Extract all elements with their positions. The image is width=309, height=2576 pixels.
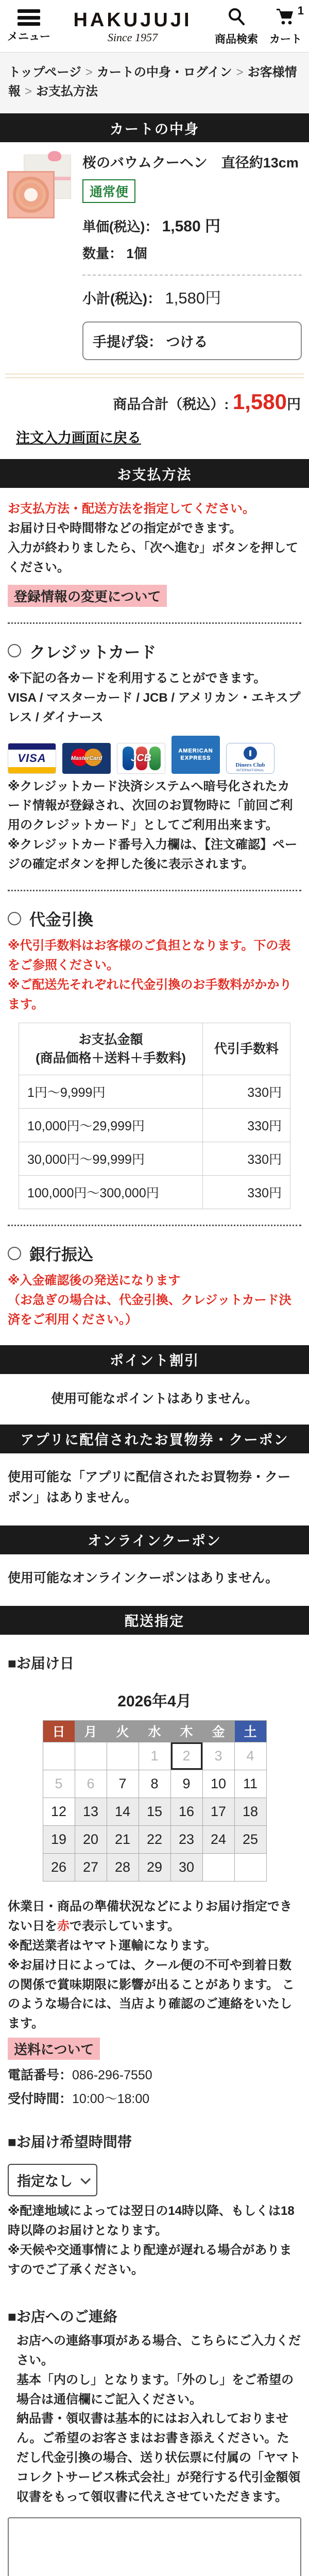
calendar-day[interactable]: 24: [202, 1825, 234, 1853]
delivery-time-heading: ■お届け希望時間帯: [8, 2134, 132, 2150]
amex-logo-icon: [171, 736, 220, 774]
points-empty-message: 使用可能なポイントはありません。: [51, 1391, 258, 1406]
radio-icon[interactable]: [8, 644, 21, 657]
subtotal-row: [82, 285, 302, 308]
table-header-row: [19, 1023, 290, 1075]
breadcrumb-separator: >: [25, 84, 32, 99]
bag-option-select[interactable]: [82, 321, 302, 360]
breadcrumb-separator: >: [236, 65, 244, 79]
calendar-day[interactable]: 19: [43, 1825, 75, 1853]
calendar-day[interactable]: 23: [170, 1825, 202, 1853]
calendar-week-row: [43, 1770, 266, 1798]
subtotal-label: 小計(税込)：: [82, 291, 161, 307]
calendar-cell-empty: [234, 1853, 266, 1881]
calendar-day[interactable]: 27: [75, 1853, 107, 1881]
calendar-day[interactable]: 12: [43, 1798, 75, 1825]
hours-label: 受付時間：: [8, 2092, 73, 2107]
delivery-time-value: 指定なし: [17, 2174, 73, 2190]
red-word: 赤: [57, 1919, 70, 1933]
calendar-day[interactable]: 8: [139, 1770, 170, 1798]
calendar-day[interactable]: 15: [139, 1798, 170, 1825]
registration-change-link[interactable]: 登録情報の変更について: [8, 585, 167, 607]
calendar-day[interactable]: 22: [139, 1825, 170, 1853]
calendar-day[interactable]: 11: [234, 1770, 266, 1798]
calendar-day[interactable]: 20: [75, 1825, 107, 1853]
radio-icon[interactable]: [8, 1247, 21, 1260]
calendar-day[interactable]: 26: [43, 1853, 75, 1881]
brand-tagline: Since 1957: [107, 30, 158, 44]
store-contact-heading: ■お店へのご連絡: [8, 2308, 117, 2325]
order-total-row: [0, 378, 309, 417]
calendar-notes: [0, 1882, 309, 2107]
baumkuchen-box-graphic: [7, 171, 55, 218]
divider: [8, 890, 301, 891]
bank-note-2: （お急ぎの場合は、代金引換、クレジットカード決済をご利用ください。）: [8, 1293, 291, 1327]
contact-note-3: 納品書・領収書は基本的にはお入れしておりません。ご希望のお客さまはお書き添えください。ただし代金引換の場合、送り状伝票に付属の「ヤマトコレクトサービス株式会社」が発行する代引金額領収書をもって領収書に代えさせていただきます。: [16, 2412, 301, 2504]
order-total-unit: 円: [287, 397, 301, 413]
section-bar-points: ポイント割引: [0, 1345, 309, 1374]
back-to-order-link[interactable]: 注文入力画面に戻る: [16, 430, 141, 446]
calendar-day[interactable]: 28: [107, 1853, 139, 1881]
jcb-text: JCB: [130, 752, 152, 764]
cart-button[interactable]: [269, 4, 304, 46]
cod-option[interactable]: [0, 907, 309, 930]
fee-range: 100,000円～300,000円: [19, 1176, 203, 1209]
bank-transfer-label: 銀行振込: [29, 1246, 93, 1264]
quantity-value: 1個: [126, 246, 147, 262]
fee-value: 330円: [203, 1142, 290, 1176]
hours-value: 10:00～18:00: [72, 2092, 150, 2107]
calendar-weekday-row: [43, 1720, 266, 1742]
table-row: [19, 1142, 290, 1176]
credit-brands: VISA / マスターカード / JCB / アメリカン・エキスプレス / ダイナース: [8, 690, 301, 724]
calendar-day-disabled: 4: [234, 1742, 266, 1770]
cart-count-badge: 1: [297, 4, 304, 17]
online-coupon-empty-message: 使用可能なオンラインクーポンはありません。: [8, 1570, 279, 1585]
section-bar-cart: カートの中身: [0, 113, 309, 142]
calendar-week-row: [43, 1798, 266, 1825]
table-row: [19, 1109, 290, 1142]
store-contact-notes: [0, 2326, 309, 2507]
payment-alert: お支払方法・配送方法を指定してください。: [8, 502, 255, 516]
fee-value: 330円: [203, 1075, 290, 1109]
divider: [8, 622, 301, 624]
app-coupon-empty-message: 使用可能な「アプリに配信されたお買物券・クーポン」はありません。: [8, 1469, 291, 1505]
radio-icon[interactable]: [8, 912, 21, 925]
fee-table-col2-header: 代引手数料: [203, 1023, 290, 1075]
breadcrumb-separator: >: [85, 65, 93, 79]
weekday-fri: 金: [202, 1720, 234, 1742]
order-total-label: 商品合計（税込）:: [113, 397, 229, 413]
section-bar-payment: お支払方法: [0, 459, 309, 488]
calendar-week-row: [43, 1825, 266, 1853]
bank-transfer-option[interactable]: [0, 1242, 309, 1265]
table-row: [19, 1176, 290, 1209]
breadcrumb: [0, 53, 309, 113]
calendar-day-disabled: 3: [202, 1742, 234, 1770]
calendar-day[interactable]: 9: [170, 1770, 202, 1798]
weekday-mon: 月: [75, 1720, 107, 1742]
fee-range: 1円～9,999円: [19, 1075, 203, 1109]
shipping-fee-link[interactable]: 送料について: [8, 2038, 100, 2060]
quantity-row: [82, 243, 302, 262]
payment-notice: [0, 488, 309, 607]
jcb-logo-icon: [117, 743, 165, 774]
calendar-month-title: 2026年4月: [117, 1692, 192, 1710]
credit-card-option[interactable]: [0, 639, 309, 663]
breadcrumb-link-customer[interactable]: お客様情報: [8, 65, 297, 99]
phone-number: 086-296-7550: [72, 2068, 152, 2083]
header-actions: [214, 4, 304, 46]
cod-label: 代金引換: [29, 911, 93, 929]
section-bar-app-coupon: アプリに配信されたお買物券・クーポン: [0, 1425, 309, 1453]
payment-note-1: お届け日や時間帯などの指定ができます。: [8, 521, 242, 536]
delivery-date-heading: ■お届け日: [8, 1655, 74, 1671]
subtotal-value: 1,580円: [165, 289, 221, 308]
shipping-method-badge: 通常便: [82, 179, 135, 203]
cool-delivery-note: ※お届け日によっては、クール便の不可や到着日数の関係で賞味期限に影響が出ることがあります。 このような場合には、当店より確認のご連絡をいたします。: [8, 1958, 295, 2031]
amex-text: AMERICAN EXPRESS: [178, 748, 213, 761]
hours-row: [8, 2089, 301, 2107]
payment-note-2: 入力が終わりましたら、「次へ進む」ボタンを押してください。: [8, 540, 298, 574]
calendar-day-disabled: 1: [139, 1742, 170, 1770]
calendar-cell-empty: [202, 1853, 234, 1881]
cart-icon: [275, 7, 296, 28]
calendar-day[interactable]: 7: [107, 1770, 139, 1798]
brand-logo[interactable]: [73, 10, 192, 43]
credit-note-2: ※クレジットカード決済システムへ暗号化されたカード情報が登録され、次回のお買物時に「前回ご利用のクレジットカード」としてご利用出来ます。: [8, 779, 293, 833]
unit-price-row: [82, 213, 302, 236]
bank-note-1: ※入金確認後の発送になります: [8, 1274, 181, 1288]
weekday-sun: 日: [43, 1720, 75, 1742]
section-bar-online-coupon: オンラインクーポン: [0, 1526, 309, 1554]
product-name: 桜のバウムクーヘン 直径約13cm: [82, 155, 299, 171]
calendar-day[interactable]: 18: [234, 1798, 266, 1825]
hamburger-icon: [18, 9, 40, 26]
weekday-sat: 土: [234, 1720, 266, 1742]
fee-value: 330円: [203, 1109, 290, 1142]
calendar-day-today: 2: [170, 1742, 202, 1770]
fee-range: 30,000円～99,999円: [19, 1142, 203, 1176]
credit-note-3: ※クレジットカード番号入力欄は、【注文確認】ページの確定ボタンを押した後に表示されます。: [8, 838, 298, 872]
credit-card-label: クレジットカード: [29, 643, 157, 662]
calendar-cell-empty: [75, 1742, 107, 1770]
credit-note-1: ※下記の各カードを利用することができます。: [8, 671, 266, 685]
order-total-value: 1,580: [232, 389, 287, 414]
card-logos: [0, 727, 309, 777]
mastercard-text: MasterCard: [71, 755, 102, 761]
visa-text: VISA: [18, 751, 46, 765]
bag-option-label: 手提げ袋：: [93, 334, 162, 350]
calendar-day[interactable]: 30: [170, 1853, 202, 1881]
diners-text: Diners Club: [235, 761, 265, 768]
calendar-day[interactable]: 16: [170, 1798, 202, 1825]
unit-price-label: 単価(税込)：: [82, 219, 159, 235]
menu-label: メニュー: [7, 31, 50, 43]
mastercard-logo-icon: [62, 743, 111, 774]
cart-item: [0, 142, 309, 365]
cod-fee-table: [19, 1023, 290, 1210]
calendar-day[interactable]: 13: [75, 1798, 107, 1825]
divider: [82, 275, 302, 276]
calendar-day[interactable]: 25: [234, 1825, 266, 1853]
phone-row: [8, 2065, 301, 2083]
phone-label: 電話番号：: [8, 2068, 73, 2083]
weekday-wed: 水: [139, 1720, 170, 1742]
holiday-note: 休業日・商品の準備状況などによりお届け指定できない日を赤で表示しています。: [8, 1899, 292, 1933]
calendar-day[interactable]: 29: [139, 1853, 170, 1881]
section-bar-delivery: 配送指定: [0, 1606, 309, 1635]
calendar-day-disabled: 6: [75, 1770, 107, 1798]
calendar-week-row: [43, 1853, 266, 1881]
bag-option-value: つける: [166, 334, 208, 350]
app-header: [0, 0, 309, 53]
search-label: 商品検索: [214, 33, 258, 45]
breadcrumb-link-cart[interactable]: カートの中身・ログイン: [96, 65, 232, 79]
store-message-textarea[interactable]: [8, 2517, 301, 2576]
calendar-day[interactable]: 17: [202, 1798, 234, 1825]
diners-subtext: INTERNATIONAL: [236, 769, 265, 772]
calendar-day[interactable]: 10: [202, 1770, 234, 1798]
quantity-label: 数量：: [82, 246, 123, 262]
cart-label: カート: [269, 33, 302, 45]
time-note-2: ※天候や交通事情により配達が遅れる場合がありますのでご了承ください。: [8, 2243, 292, 2277]
breadcrumb-link-top[interactable]: トップページ: [8, 65, 81, 79]
visa-logo-icon: [8, 743, 56, 774]
fee-table-col1-header: お支払金額 (商品価格＋送料＋手数料): [19, 1023, 203, 1075]
chevron-down-icon: [80, 2174, 91, 2184]
delivery-date-calendar: [43, 1720, 267, 1882]
carrier-note: ※配送業者はヤマト運輸になります。: [8, 1938, 217, 1953]
breadcrumb-current: お支払方法: [36, 84, 98, 99]
product-image: [7, 154, 72, 218]
calendar-cell-empty: [107, 1742, 139, 1770]
divider: [8, 1225, 301, 1226]
calendar-day[interactable]: 21: [107, 1825, 139, 1853]
weekday-tue: 火: [107, 1720, 139, 1742]
unit-price-value: 1,580 円: [162, 218, 220, 235]
fee-value: 330円: [203, 1176, 290, 1209]
search-button[interactable]: [215, 7, 258, 46]
table-row: [19, 1075, 290, 1109]
fee-range: 10,000円～29,999円: [19, 1109, 203, 1142]
calendar-week-row: [43, 1742, 266, 1770]
brand-name: HAKUJUJI: [73, 9, 192, 31]
cod-note-1: ※代引手数料はお客様のご負担となります。下の表をご参照ください。: [8, 939, 291, 972]
cod-note-2: ※ご配送先それぞれに代金引換のお手数料がかかります。: [8, 977, 292, 1011]
delivery-time-select[interactable]: [8, 2164, 97, 2196]
menu-button[interactable]: [7, 9, 50, 44]
calendar-day-disabled: 5: [43, 1770, 75, 1798]
time-note-1: ※配達地域によっては翌日の14時以降、もしくは18時以降のお届けとなります。: [8, 2204, 295, 2238]
calendar-day[interactable]: 14: [107, 1798, 139, 1825]
search-icon: [227, 7, 246, 28]
weekday-thu: 木: [170, 1720, 202, 1742]
divider: [5, 374, 304, 378]
product-detail: [72, 154, 302, 360]
calendar-cell-empty: [43, 1742, 75, 1770]
contact-note-2: 基本「内のし」となります。「外のし」をご希望の場合は通信欄にご記入ください。: [16, 2372, 294, 2406]
diners-logo-icon: [226, 743, 274, 774]
contact-note-1: お店への連絡事項がある場合、こちらにご入力ください。: [16, 2333, 301, 2367]
